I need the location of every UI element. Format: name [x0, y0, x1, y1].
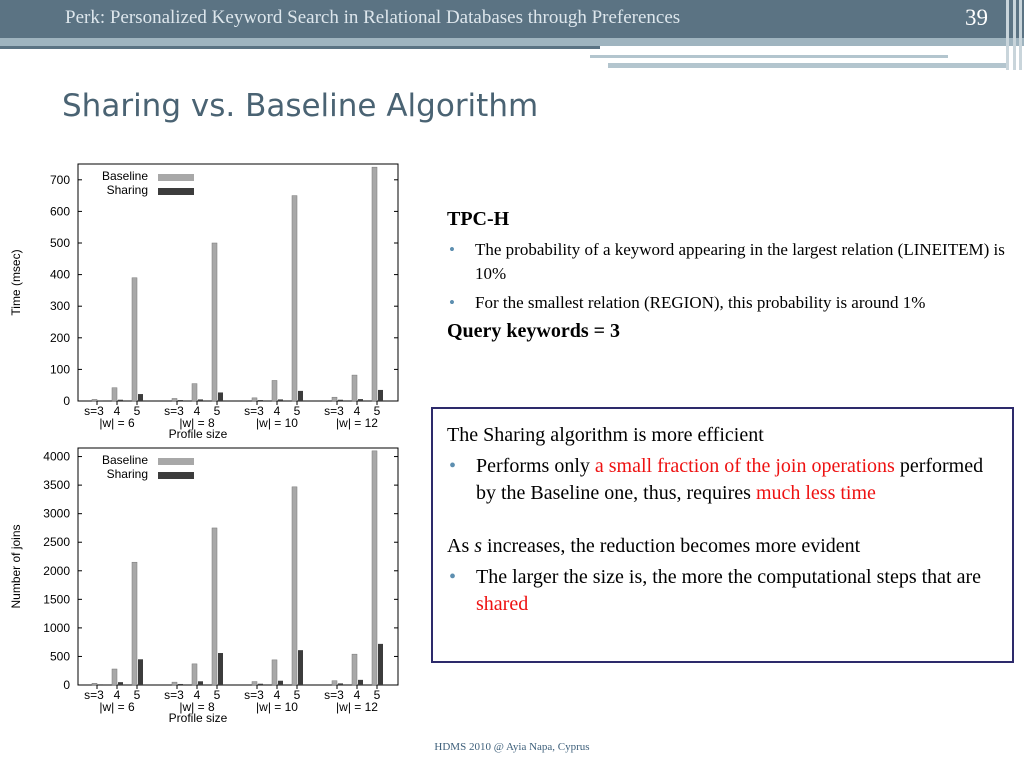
bar-baseline: [292, 487, 297, 685]
y-tick-label: 2000: [43, 563, 70, 578]
group-label: |w| = 6: [99, 416, 135, 430]
bar-baseline: [272, 660, 277, 685]
bar-baseline: [372, 451, 377, 685]
bar-sharing: [378, 644, 383, 685]
s-tick-label: s=3: [84, 688, 104, 702]
s-tick-label: s=3: [244, 404, 264, 418]
s-tick-label: s=3: [164, 404, 184, 418]
s-tick-label: 4: [353, 688, 361, 702]
tpch-section: [447, 208, 1017, 343]
bar-sharing: [118, 400, 123, 401]
s-tick-label: s=3: [164, 688, 184, 702]
s-tick-label: 4: [113, 404, 121, 418]
legend-swatch: [158, 472, 194, 479]
callout-box: [431, 407, 1014, 663]
y-tick-label: 700: [49, 172, 70, 187]
bar-sharing: [218, 392, 223, 401]
y-tick-label: 1500: [43, 592, 70, 607]
y-tick-label: 3500: [43, 478, 70, 493]
s-tick-label: 4: [193, 688, 201, 702]
group-label: |w| = 12: [336, 416, 378, 430]
callout-text: performed by the Baseline one, thus, requires: [476, 455, 984, 504]
x-axis-label: Profile size: [168, 711, 228, 725]
slide-number: 39: [965, 5, 988, 30]
group-label: |w| = 10: [256, 416, 298, 430]
callout-text: The larger the size is, the more the computational steps that are: [476, 566, 982, 588]
legend-label: Baseline: [101, 169, 148, 183]
s-tick-label: 4: [273, 688, 281, 702]
header-stripe-accent: [0, 46, 600, 49]
bar-sharing: [98, 684, 103, 685]
callout-highlight: much less time: [755, 482, 876, 504]
bar-sharing: [138, 394, 143, 401]
x-axis-label: Profile size: [168, 427, 228, 441]
tpch-bullet: • For the smallest relation (REGION), this probability is around 1%: [447, 291, 1017, 315]
y-tick-label: 400: [49, 267, 70, 282]
time-chart: [0, 158, 420, 448]
callout-bullet: [447, 453, 998, 507]
legend-label: Baseline: [101, 453, 148, 467]
s-tick-label: 5: [293, 688, 301, 702]
bar-sharing: [358, 680, 363, 685]
footer: HDMS 2010 @ Ayia Napa, Cyprus: [434, 741, 590, 753]
bar-baseline: [92, 399, 97, 401]
bar-sharing: [258, 684, 263, 685]
y-tick-label: 600: [49, 204, 70, 219]
bar-sharing: [198, 681, 203, 685]
callout-bullet: [447, 564, 998, 618]
callout-intro: The Sharing algorithm is more efficient: [447, 424, 764, 446]
callout-text: increases, the reduction becomes more evident: [482, 535, 861, 557]
bar-baseline: [272, 380, 277, 401]
y-tick-label: 4000: [43, 449, 70, 464]
s-tick-label: 5: [293, 404, 301, 418]
plot-frame: [78, 448, 398, 685]
y-tick-label: 100: [49, 362, 70, 377]
time-chart-svg: [0, 158, 420, 448]
s-tick-label: 4: [193, 404, 201, 418]
legend-label: Sharing: [106, 183, 148, 197]
bar-baseline: [332, 397, 337, 401]
tpch-heading: TPC-H: [447, 208, 510, 230]
bar-baseline: [112, 669, 117, 685]
bar-baseline: [92, 683, 97, 685]
bar-sharing: [178, 684, 183, 685]
s-tick-label: 5: [373, 404, 381, 418]
bar-sharing: [278, 399, 283, 401]
group-label: |w| = 6: [99, 700, 135, 714]
y-tick-label: 200: [49, 330, 70, 345]
y-tick-label: 0: [63, 394, 70, 408]
bar-baseline: [252, 398, 257, 401]
bar-baseline: [292, 196, 297, 401]
y-tick-label: 500: [49, 236, 70, 250]
group-label: |w| = 10: [256, 700, 298, 714]
bar-baseline: [352, 654, 357, 685]
s-tick-label: s=3: [84, 404, 104, 418]
group-label: |w| = 8: [179, 700, 215, 714]
bar-sharing: [98, 400, 103, 401]
callout-highlight: shared: [476, 593, 529, 615]
s-tick-label: s=3: [324, 404, 344, 418]
callout-list-1: [447, 453, 998, 507]
y-axis-label: Time (msec): [9, 249, 23, 316]
bar-sharing: [138, 659, 143, 685]
bar-baseline: [352, 375, 357, 401]
bar-sharing: [338, 400, 343, 401]
bar-sharing: [218, 653, 223, 685]
legend-swatch: [158, 188, 194, 195]
y-tick-label: 300: [49, 299, 70, 314]
bar-sharing: [338, 683, 343, 685]
y-tick-label: 2500: [43, 535, 70, 550]
callout-text: Performs only: [476, 455, 595, 477]
header-stripe-lower: [608, 63, 1008, 68]
bar-baseline: [172, 398, 177, 401]
bar-baseline: [132, 562, 137, 685]
bar-baseline: [192, 384, 197, 401]
y-tick-label: 0: [63, 678, 70, 692]
legend-label: Sharing: [106, 467, 148, 481]
bar-sharing: [378, 390, 383, 401]
legend-swatch: [158, 174, 194, 181]
legend-swatch: [158, 458, 194, 465]
bar-baseline: [332, 681, 337, 685]
y-tick-label: 1000: [43, 620, 70, 635]
y-axis-label: Number of joins: [9, 524, 23, 609]
query-keywords: Query keywords = 3: [447, 320, 621, 342]
bar-baseline: [132, 278, 137, 401]
s-tick-label: 5: [213, 688, 221, 702]
group-label: |w| = 8: [179, 416, 215, 430]
header-stripe: [0, 38, 1024, 46]
tpch-bullet: • The probability of a keyword appearing in the largest relation (LINEITEM) is 10%: [447, 238, 1017, 286]
slide-title: Sharing vs. Baseline Algorithm: [62, 88, 539, 124]
bar-baseline: [212, 528, 217, 685]
bar-baseline: [172, 682, 177, 685]
s-tick-label: s=3: [244, 688, 264, 702]
group-label: |w| = 12: [336, 700, 378, 714]
callout-highlight: a small fraction of the join operations: [594, 455, 895, 477]
bar-baseline: [372, 167, 377, 401]
bar-baseline: [192, 664, 197, 685]
joins-chart-svg: [0, 442, 420, 732]
header-stripe-upper: [590, 55, 948, 58]
y-tick-label: 3000: [43, 506, 70, 521]
edge-stripe-1: [1006, 0, 1009, 70]
y-tick-label: 500: [49, 649, 70, 664]
bar-sharing: [278, 681, 283, 685]
edge-stripe-2: [1013, 0, 1016, 70]
bar-sharing: [298, 650, 303, 685]
edge-stripe-3: [1019, 0, 1022, 70]
bar-sharing: [118, 682, 123, 685]
callout-s-line: [447, 533, 998, 560]
callout-spacer: [447, 507, 998, 533]
plot-frame: [78, 164, 398, 401]
callout-s-italic: s: [474, 535, 483, 557]
bar-sharing: [198, 399, 203, 401]
tpch-bullet-list: [447, 238, 1017, 315]
joins-chart: [0, 442, 420, 732]
s-tick-label: 5: [133, 404, 141, 418]
s-tick-label: 5: [213, 404, 221, 418]
bar-baseline: [212, 243, 217, 401]
s-tick-label: 5: [373, 688, 381, 702]
bar-sharing: [178, 400, 183, 401]
s-tick-label: s=3: [324, 688, 344, 702]
callout-list-2: [447, 564, 998, 618]
bar-sharing: [258, 400, 263, 401]
s-tick-label: 4: [113, 688, 121, 702]
bar-sharing: [298, 391, 303, 401]
presentation-title: Perk: Personalized Keyword Search in Relational Databases through Preferences: [65, 7, 681, 28]
bar-baseline: [112, 388, 117, 401]
callout-text: As: [447, 535, 475, 557]
s-tick-label: 5: [133, 688, 141, 702]
s-tick-label: 4: [353, 404, 361, 418]
bar-sharing: [358, 399, 363, 401]
bar-baseline: [252, 682, 257, 685]
s-tick-label: 4: [273, 404, 281, 418]
